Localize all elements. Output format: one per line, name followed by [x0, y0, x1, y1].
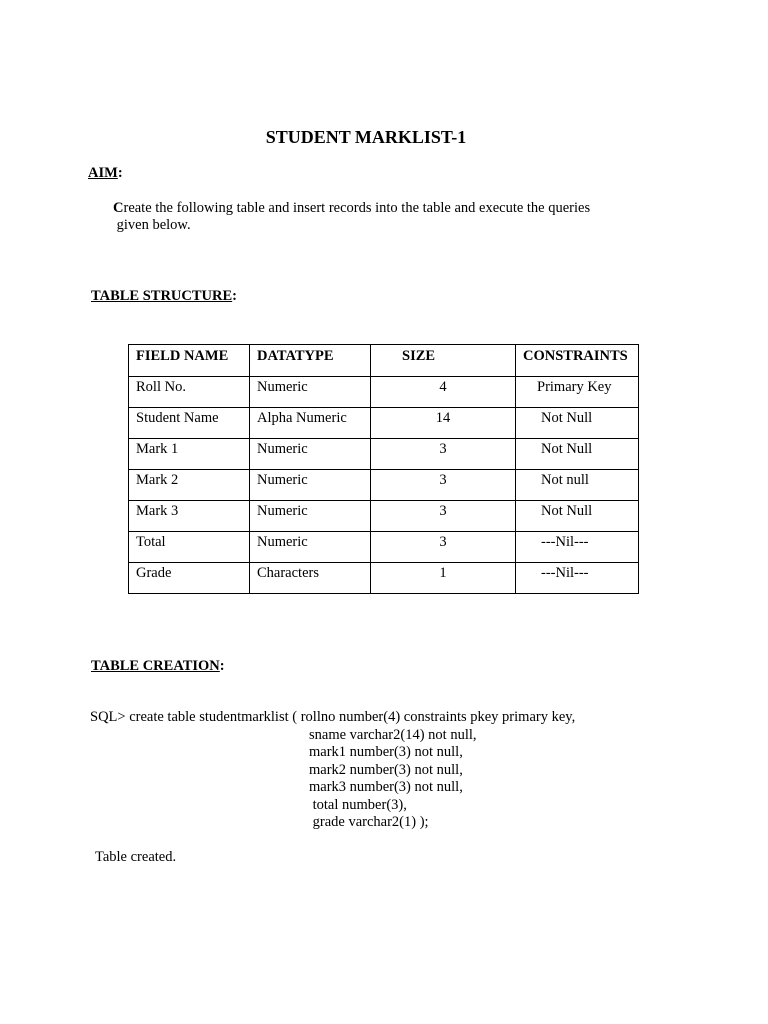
sql-line-2: sname varchar2(14) not null, [309, 727, 477, 743]
cell-field-name: Roll No. [129, 377, 250, 408]
table-row [129, 439, 639, 470]
table-structure-colon: : [232, 288, 237, 304]
table-row [129, 532, 639, 563]
cell-size: 3 [371, 470, 516, 501]
aim-text [113, 200, 590, 234]
aim-heading: AIM [88, 165, 118, 181]
sql-continuation [309, 727, 477, 831]
sql-line-3: mark1 number(3) not null, [309, 744, 463, 761]
sql-line-1: SQL> create table studentmarklist ( rollno number(4) constraints pkey primary key, [90, 709, 576, 725]
cell-constraints: Not null [516, 470, 639, 501]
sql-result: Table created. [95, 849, 177, 865]
cell-datatype: Numeric [250, 377, 371, 408]
cell-field-name: Mark 2 [129, 470, 250, 501]
sql-line-4: mark2 number(3) not null, [309, 761, 463, 778]
cell-datatype: Numeric [250, 470, 371, 501]
aim-colon: : [117, 165, 123, 181]
table-row [129, 501, 639, 532]
cell-datatype: Characters [250, 563, 371, 594]
table-creation-colon: : [219, 658, 225, 674]
sql-line-6: total number(3), [309, 796, 407, 813]
aim-first-letter: C [113, 200, 124, 216]
cell-constraints: Not Null [516, 501, 639, 532]
table-structure [128, 344, 639, 594]
cell-size: 3 [371, 532, 516, 563]
cell-size: 14 [371, 408, 516, 439]
cell-field-name: Grade [129, 563, 250, 594]
table-creation-heading-line [91, 658, 225, 675]
table-row [129, 470, 639, 501]
cell-datatype: Numeric [250, 532, 371, 563]
cell-field-name: Student Name [129, 408, 250, 439]
cell-constraints: ---Nil--- [516, 563, 639, 594]
cell-size: 3 [371, 501, 516, 532]
cell-datatype: Numeric [250, 501, 371, 532]
cell-constraints: Not Null [516, 408, 639, 439]
cell-size: 3 [371, 439, 516, 470]
table-row [129, 377, 639, 408]
cell-size: 1 [371, 563, 516, 594]
cell-datatype: Numeric [250, 439, 371, 470]
table-creation-heading: TABLE CREATION [91, 658, 220, 674]
cell-datatype: Alpha Numeric [250, 408, 371, 439]
table-row [129, 563, 639, 594]
column-header-size: SIZE [371, 345, 516, 377]
page-title: STUDENT MARKLIST-1 [265, 127, 467, 147]
table-structure-heading: TABLE STRUCTURE [91, 288, 233, 304]
column-header-field-name: FIELD NAME [129, 345, 250, 377]
table-structure-heading-line [91, 288, 237, 305]
cell-constraints: Not Null [516, 439, 639, 470]
aim-line-2: given below. [113, 217, 191, 233]
cell-field-name: Mark 3 [129, 501, 250, 532]
sql-line-7: grade varchar2(1) ); [309, 814, 429, 831]
column-header-datatype: DATATYPE [250, 345, 371, 377]
cell-field-name: Mark 1 [129, 439, 250, 470]
aim-line-1: reate the following table and insert records into the table and execute the queries [123, 200, 591, 216]
cell-constraints: Primary Key [516, 377, 639, 408]
cell-field-name: Total [129, 532, 250, 563]
table-row [129, 408, 639, 439]
table-header-row [129, 345, 639, 377]
cell-constraints: ---Nil--- [516, 532, 639, 563]
cell-size: 4 [371, 377, 516, 408]
aim-heading-line [88, 165, 123, 182]
column-header-constraints: CONSTRAINTS [516, 345, 639, 377]
sql-line-5: mark3 number(3) not null, [309, 779, 463, 796]
